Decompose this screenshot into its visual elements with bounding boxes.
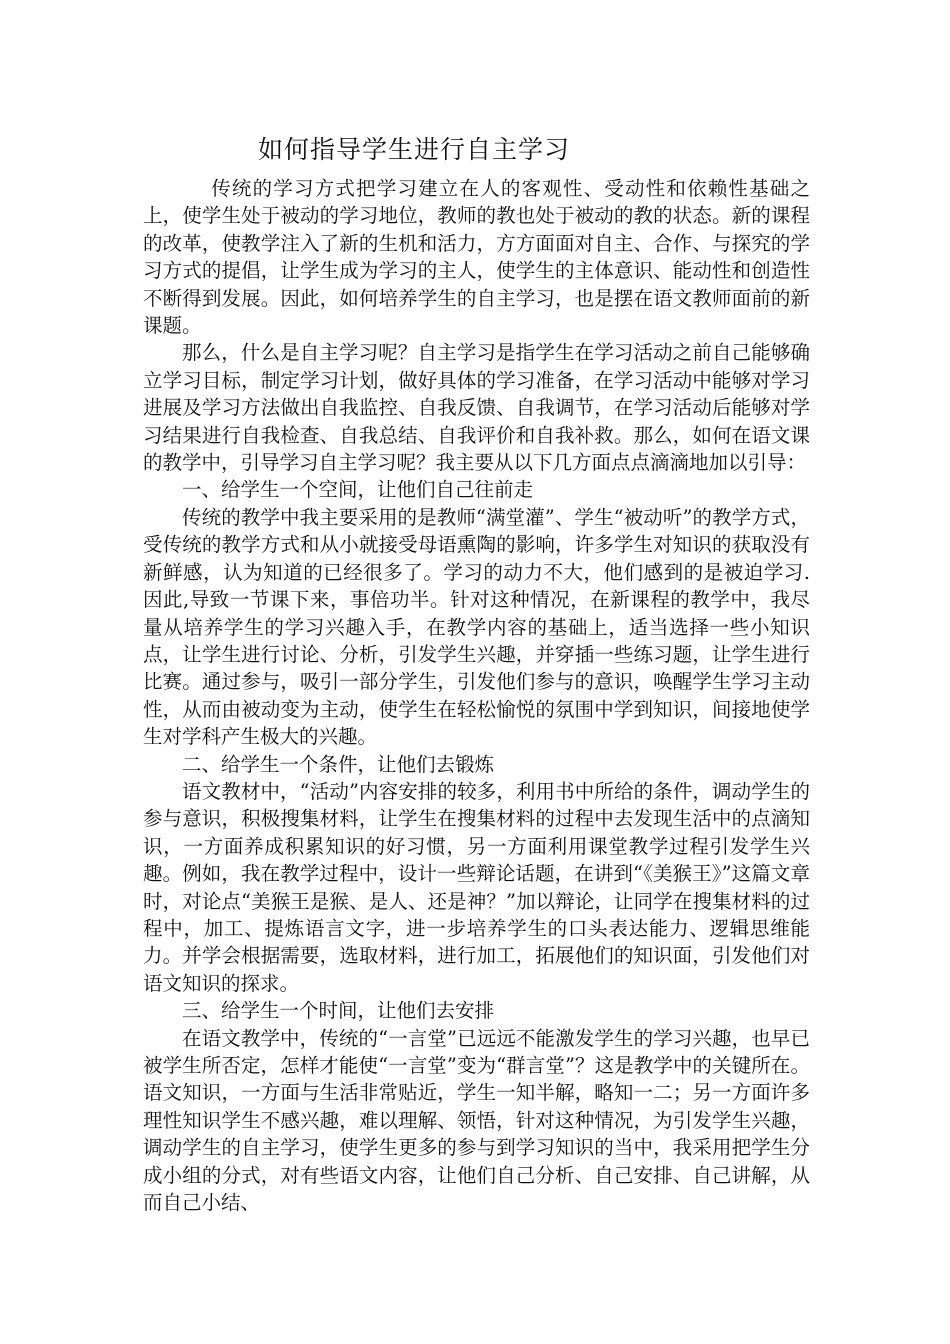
section-heading-3: 三、给学生一个时间，让他们去安排 <box>182 999 495 1023</box>
paragraph-intro: 传统的学习方式把学习建立在人的客观性、受动性和依赖性基础之上，使学生处于被动的学习地位，教师的教也处于被动的教的状态。新的课程的改革，使教学注入了新的生机和活力，方方面面对自主、合作、与探究的学习方式的提倡，让学生成为学习的主人，使学生的主体意识、能动性和创造性不断得到发展。因此，如何培养学生的自主学习，也是摆在语文教师面前的新课题。 <box>143 177 810 338</box>
document-title: 如何指导学生进行自主学习 <box>258 135 571 164</box>
paragraph-section-3: 在语文教学中，传统的“一言堂”已远远不能激发学生的学习兴趣，也早已被学生所否定，怎样才能使“一言堂”变为“群言堂”？这是教学中的关键所在。语文知识，一方面与生活非常贴近，学生一知半解，略知一二；另一方面许多理性知识学生不感兴趣，难以理解、领悟，针对这种情况，为引发学生兴趣，调动学生的自主学习，使学生更多的参与到学习知识的当中，我采用把学生分成小组的分式，对有些语文内容，让他们自己分析、自己安排、自己讲解，从而自己小结、 <box>143 1026 810 1215</box>
section-heading-1: 一、给学生一个空间，让他们自己往前走 <box>182 478 534 502</box>
section-heading-2: 二、给学生一个条件，让他们去锻炼 <box>182 752 495 776</box>
paragraph-definition: 那么，什么是自主学习呢？自主学习是指学生在学习活动之前自己能够确立学习目标，制定学习计划，做好具体的学习准备，在学习活动中能够对学习进展及学习方法做出自我监控、自我反馈、自我调节，在学习活动后能够对学习结果进行自我检查、自我总结、自我评价和自我补救。那么，如何在语文课的教学中，引导学习自主学习呢？我主要从以下几方面点点滴滴地加以引导： <box>143 341 810 475</box>
paragraph-section-2: 语文教材中，“活动”内容安排的较多，利用书中所给的条件，调动学生的参与意识，积极搜集材料，让学生在搜集材料的过程中去发现生活中的点滴知识，一方面养成积累知识的好习惯，另一方面利用课堂教学过程引发学生兴趣。例如，我在教学过程中，设计一些辩论话题，在讲到“《美猴王》”这篇文章时，对论点“美猴王是猴、是人、还是神？”加以辩论，让同学在搜集材料的过程中，加工、提炼语言文字，进一步培养学生的口头表达能力、逻辑思维能力。并学会根据需要，选取材料，进行加工，拓展他们的知识面，引发他们对语文知识的探求。 <box>143 779 810 995</box>
paragraph-section-1: 传统的教学中我主要采用的是教师“满堂灌”、学生“被动听”的教学方式，受传统的教学方式和从小就接受母语熏陶的影响，许多学生对知识的获取没有新鲜感，认为知道的已经很多了。学习的动力不大，他们感到的是被迫学习.因此,导致一节课下来，事倍功半。针对这种情况，在新课程的教学中，我尽量从培养学生的学习兴趣入手，在教学内容的基础上，适当选择一些小知识点，让学生进行讨论、分析，引发学生兴趣，并穿插一些练习题，让学生进行比赛。通过参与，吸引一部分学生，引发他们参与的意识，唤醒学生学习主动性，从而由被动变为主动，使学生在轻松愉悦的氛围中学到知识，间接地使学生对学科产生极大的兴趣。 <box>143 505 810 749</box>
document-body <box>143 175 810 1216</box>
